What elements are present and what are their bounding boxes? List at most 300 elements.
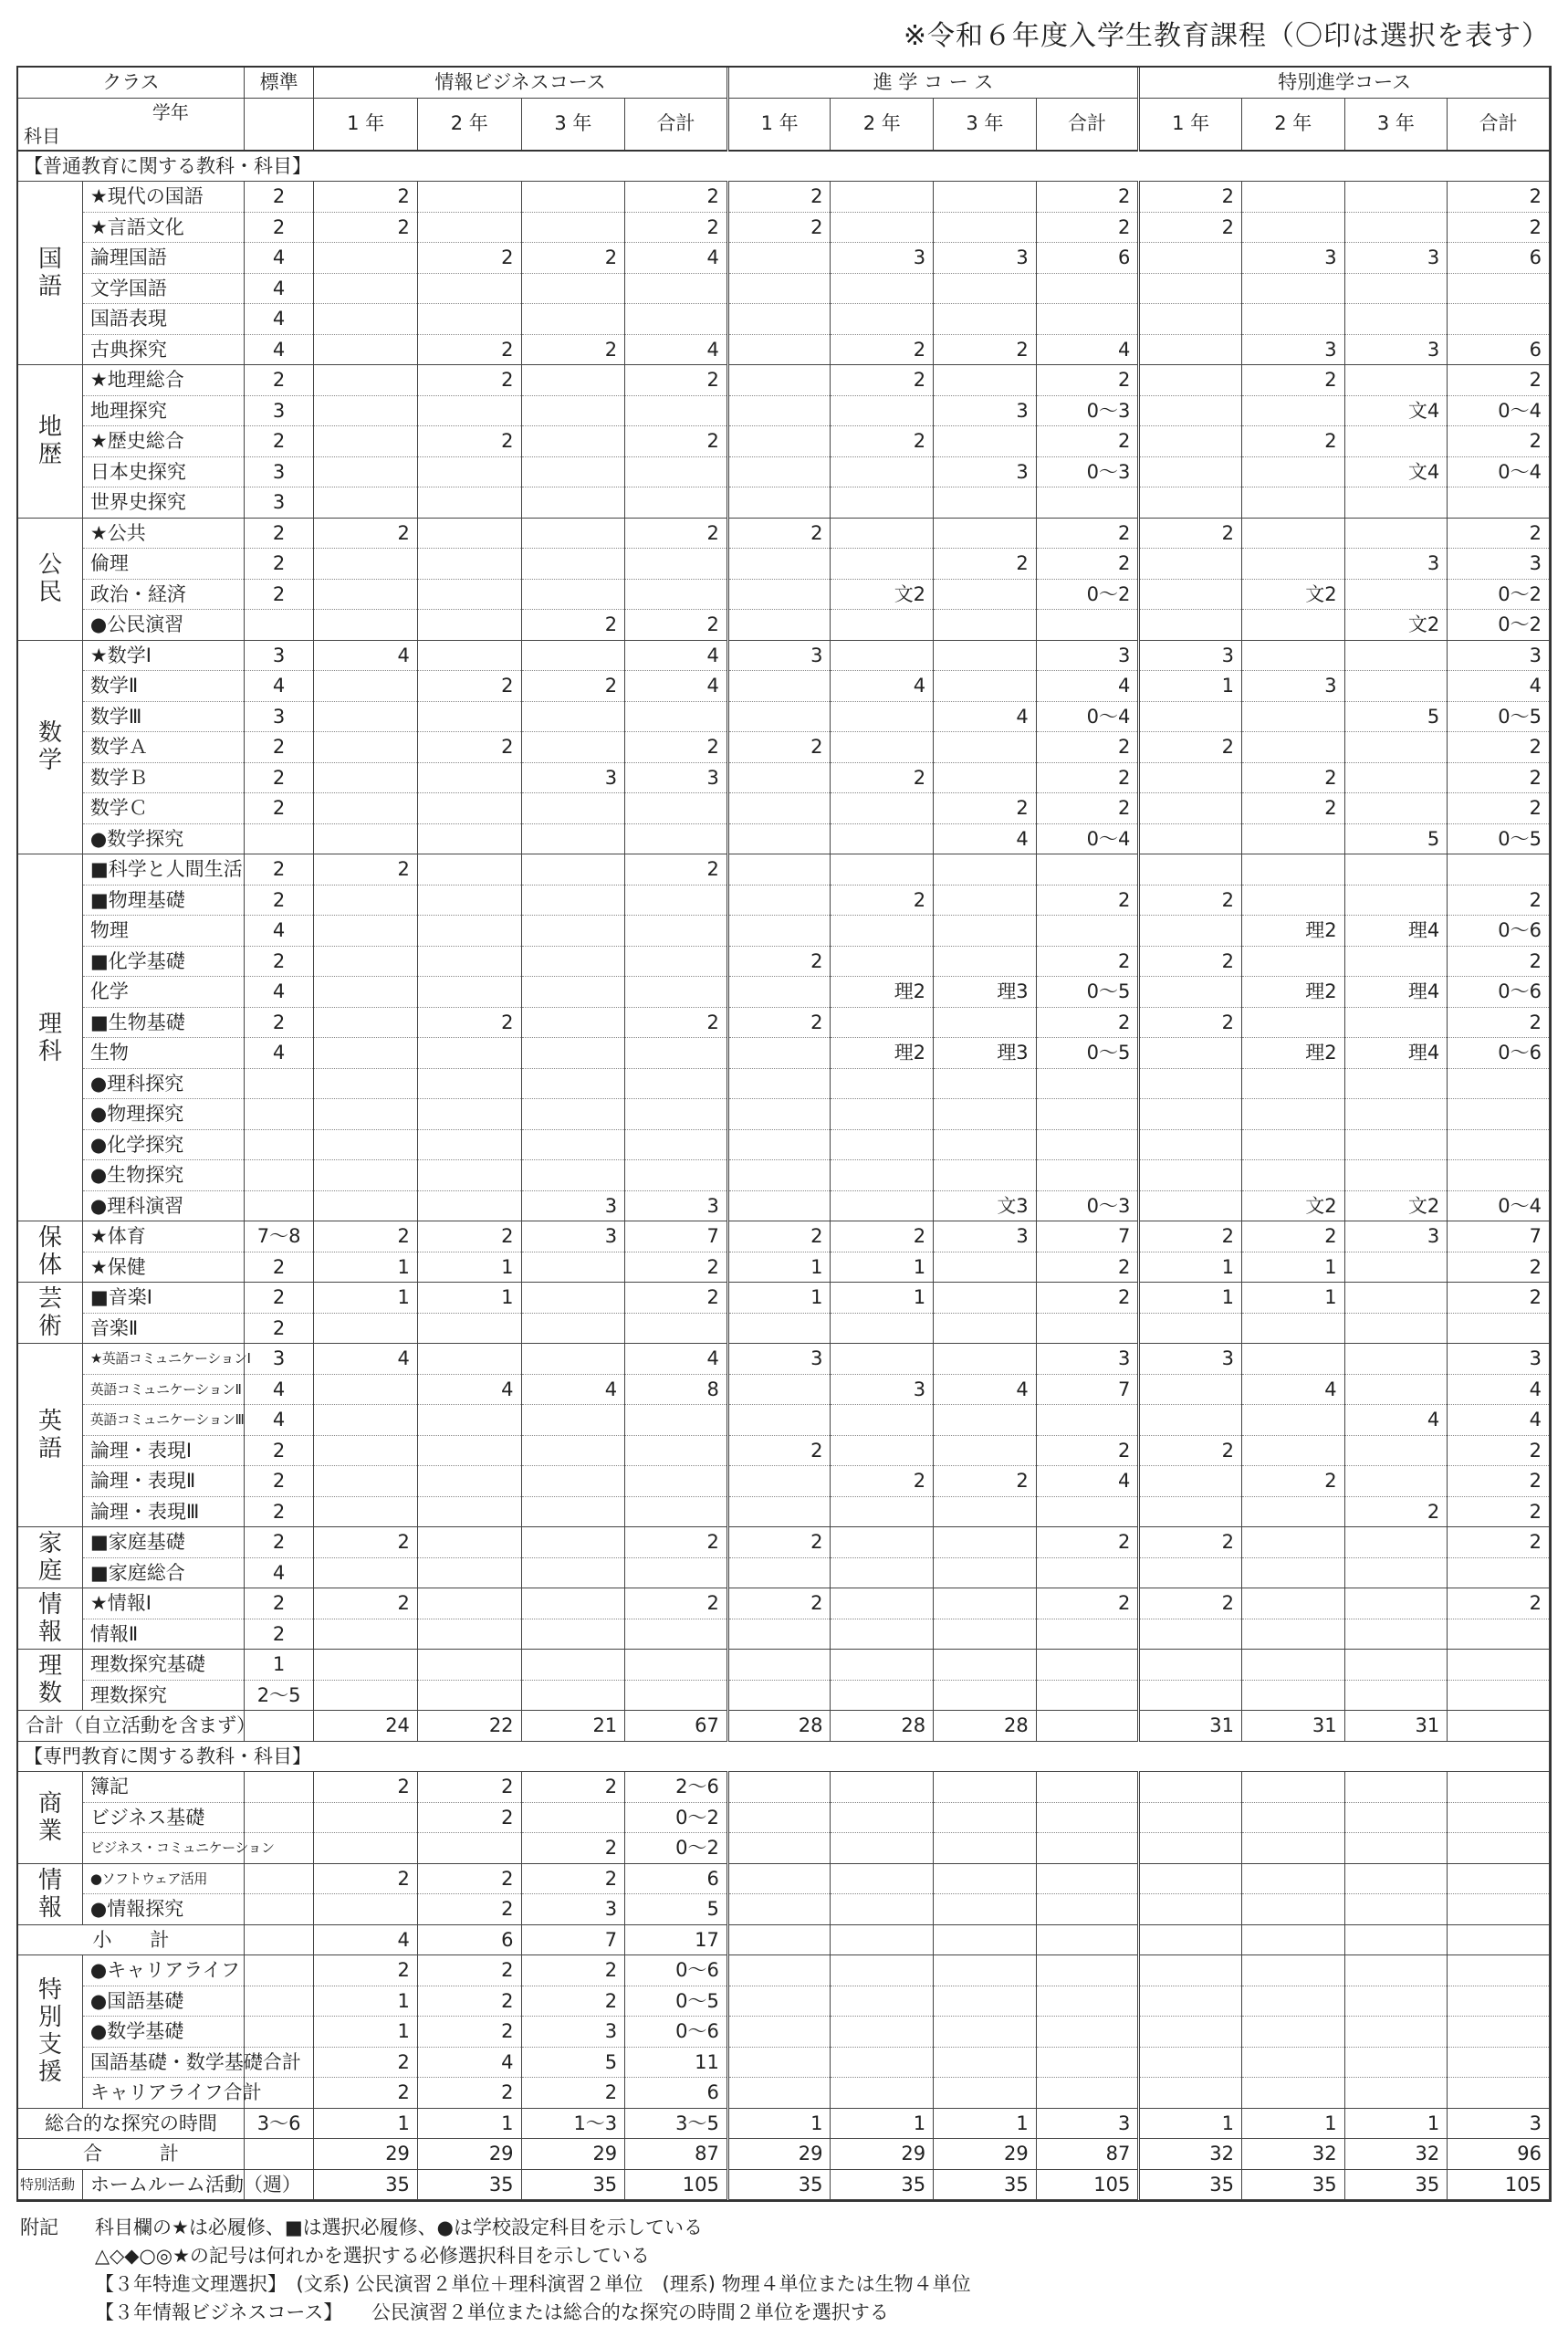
course-total-cell: 0～2 xyxy=(1036,579,1139,610)
course-total-cell xyxy=(1448,1129,1550,1160)
subject-row xyxy=(18,640,1550,671)
credit-cell xyxy=(831,793,934,824)
credit-cell xyxy=(314,793,418,824)
credit-cell xyxy=(1241,1833,1344,1864)
course-total-cell xyxy=(625,1405,728,1436)
credit-cell: 理3 xyxy=(934,977,1037,1008)
subject-row xyxy=(18,1038,1550,1069)
course-total-cell xyxy=(1036,1160,1139,1191)
credit-cell xyxy=(314,1650,418,1681)
course-total-cell: 6 xyxy=(1448,243,1550,274)
credit-cell xyxy=(417,1527,521,1558)
credit-cell xyxy=(727,977,831,1008)
notes-label: 附記 xyxy=(20,2216,58,2238)
course-total-cell: 0～4 xyxy=(1448,456,1550,487)
subject-row xyxy=(18,1374,1550,1405)
course-total-cell: 11 xyxy=(625,2047,728,2078)
course-total-cell: 0～3 xyxy=(1036,1190,1139,1221)
course-total-cell: 0～6 xyxy=(625,1955,728,1986)
credit-cell: 2 xyxy=(934,793,1037,824)
course-total-cell xyxy=(1036,304,1139,335)
course-total-cell: 2 xyxy=(625,1007,728,1038)
credit-cell xyxy=(1139,1680,1242,1711)
credit-cell xyxy=(1139,1313,1242,1344)
credit-cell xyxy=(727,456,831,487)
note-line: 科目欄の★は必履修、■は選択必履修、●は学校設定科目を示している xyxy=(95,2216,703,2238)
credit-cell: 2 xyxy=(831,1466,934,1497)
year-header: 合計 xyxy=(1448,98,1550,151)
credit-cell xyxy=(727,885,831,916)
credit-cell xyxy=(1241,395,1344,426)
credit-cell xyxy=(727,334,831,365)
credit-cell: 2 xyxy=(314,212,418,243)
course-total-cell xyxy=(1448,1986,1550,2017)
subject-row xyxy=(18,1588,1550,1619)
credit-cell xyxy=(727,1772,831,1803)
credit-cell xyxy=(314,1496,418,1527)
subject-name: 倫理 xyxy=(82,549,244,580)
credit-cell xyxy=(831,1619,934,1650)
credit-cell xyxy=(521,1007,625,1038)
subject-group: 家 庭 xyxy=(18,1527,82,1588)
standard-credits: 2 xyxy=(244,1435,313,1466)
credit-cell xyxy=(1139,793,1242,824)
course-total-cell xyxy=(1036,854,1139,886)
credit-cell xyxy=(1241,1405,1344,1436)
credit-cell xyxy=(1344,1588,1448,1619)
credit-cell xyxy=(1139,1924,1242,1955)
course-total-cell xyxy=(625,946,728,977)
credit-cell: 5 xyxy=(1344,823,1448,854)
subject-row xyxy=(18,1313,1550,1344)
credit-cell: 24 xyxy=(314,1711,418,1742)
standard-credits: 2 xyxy=(244,1619,313,1650)
credit-cell xyxy=(934,1496,1037,1527)
credit-cell xyxy=(1344,1557,1448,1588)
course-total-cell xyxy=(1036,1863,1139,1894)
credit-cell xyxy=(727,1802,831,1833)
credit-cell xyxy=(831,304,934,335)
credit-cell: 35 xyxy=(314,2169,418,2200)
course-total-cell: 2 xyxy=(1036,1527,1139,1558)
credit-cell xyxy=(727,916,831,947)
credit-cell xyxy=(934,1405,1037,1436)
section-title: 【普通教育に関する教科・科目】 xyxy=(18,151,1550,182)
subject-row xyxy=(18,793,1550,824)
course-total-cell: 2～6 xyxy=(625,1772,728,1803)
credit-cell: 3 xyxy=(934,456,1037,487)
credit-cell: 3 xyxy=(1344,549,1448,580)
credit-cell xyxy=(417,212,521,243)
course-total-cell xyxy=(1448,1802,1550,1833)
credit-cell: 2 xyxy=(727,1221,831,1252)
subject-name: ●数学基礎 xyxy=(82,2017,244,2048)
credit-cell xyxy=(1241,1129,1344,1160)
course-total-cell xyxy=(1036,1894,1139,1925)
credit-cell xyxy=(1139,823,1242,854)
course-total-cell xyxy=(625,579,728,610)
credit-cell xyxy=(934,1680,1037,1711)
course-total-cell: 4 xyxy=(625,640,728,671)
credit-cell: 4 xyxy=(314,1344,418,1375)
course-total-cell: 2 xyxy=(1448,1435,1550,1466)
credit-cell: 2 xyxy=(417,671,521,702)
course-total-cell xyxy=(1448,1955,1550,1986)
credit-cell xyxy=(1241,487,1344,519)
credit-cell xyxy=(934,1099,1037,1130)
course-total-cell: 2 xyxy=(1448,1588,1550,1619)
credit-cell: 1 xyxy=(314,2108,418,2139)
credit-cell xyxy=(934,1833,1037,1864)
credit-cell: 2 xyxy=(521,243,625,274)
credit-cell: 1 xyxy=(417,1283,521,1314)
credit-cell xyxy=(314,395,418,426)
credit-cell xyxy=(417,1466,521,1497)
credit-cell xyxy=(417,823,521,854)
standard-credits: 3～6 xyxy=(244,2108,313,2139)
credit-cell: 1 xyxy=(314,1986,418,2017)
course-total-cell xyxy=(625,1129,728,1160)
credit-cell: 2 xyxy=(521,1772,625,1803)
credit-cell xyxy=(727,1557,831,1588)
course-total-cell: 0～4 xyxy=(1036,701,1139,732)
grade-label: 学年 xyxy=(152,100,189,123)
credit-cell xyxy=(727,1833,831,1864)
course-total-cell: 2 xyxy=(1036,182,1139,213)
credit-cell xyxy=(1139,1986,1242,2017)
subject-row xyxy=(18,334,1550,365)
credit-cell: 2 xyxy=(1241,762,1344,793)
credit-cell xyxy=(934,916,1037,947)
credit-cell: 2 xyxy=(521,610,625,641)
credit-cell xyxy=(1344,304,1448,335)
subject-name: 文学国語 xyxy=(82,273,244,304)
subject-row xyxy=(18,762,1550,793)
course-total-cell: 0～5 xyxy=(1036,977,1139,1008)
course-total-cell: 2 xyxy=(625,1252,728,1283)
credit-cell xyxy=(521,885,625,916)
course-total-cell: 105 xyxy=(625,2169,728,2200)
course-total-cell xyxy=(1448,1557,1550,1588)
credit-cell xyxy=(417,1160,521,1191)
course-header-advance: 進 学 コ ー ス xyxy=(727,68,1139,98)
credit-cell: 32 xyxy=(1344,2139,1448,2170)
credit-cell xyxy=(521,1099,625,1130)
credit-cell xyxy=(417,1435,521,1466)
total-name: 総合的な探究の時間 xyxy=(18,2108,244,2139)
credit-cell xyxy=(934,212,1037,243)
credit-cell xyxy=(314,1038,418,1069)
subject-row xyxy=(18,1466,1550,1497)
credit-cell xyxy=(831,610,934,641)
credit-cell xyxy=(314,1129,418,1160)
subject-row xyxy=(18,1772,1550,1803)
credit-cell: 3 xyxy=(1344,1221,1448,1252)
total-name: ホームルーム活動（週） xyxy=(82,2169,244,2200)
note-line: △◇◆○◎★の記号は何れかを選択する必修選択科目を示している xyxy=(95,2245,650,2267)
credit-cell xyxy=(314,1190,418,1221)
course-total-cell: 0～4 xyxy=(1448,395,1550,426)
subject-name: 数学Ａ xyxy=(82,732,244,763)
course-total-cell xyxy=(1036,1802,1139,1833)
standard-credits: 2 xyxy=(244,549,313,580)
course-total-cell xyxy=(1036,1680,1139,1711)
credit-cell xyxy=(314,1068,418,1099)
credit-cell: 3 xyxy=(1344,334,1448,365)
subject-name: ■化学基礎 xyxy=(82,946,244,977)
credit-cell xyxy=(1344,1435,1448,1466)
course-total-cell: 17 xyxy=(625,1924,728,1955)
standard-credits xyxy=(244,1863,313,1894)
standard-credits: 7～8 xyxy=(244,1221,313,1252)
credit-cell xyxy=(727,671,831,702)
credit-cell xyxy=(831,1129,934,1160)
credit-cell xyxy=(1344,885,1448,916)
credit-cell xyxy=(1344,1894,1448,1925)
notes xyxy=(20,2214,971,2327)
subject-row xyxy=(18,1007,1550,1038)
standard-header: 標準 xyxy=(244,68,313,98)
credit-cell xyxy=(727,1129,831,1160)
credit-cell xyxy=(314,1160,418,1191)
credit-cell xyxy=(934,732,1037,763)
credit-cell xyxy=(934,1344,1037,1375)
credit-cell xyxy=(1241,1344,1344,1375)
credit-cell xyxy=(314,732,418,763)
credit-cell: 3 xyxy=(727,640,831,671)
total-row xyxy=(18,1711,1550,1742)
credit-cell xyxy=(1139,916,1242,947)
credit-cell: 1 xyxy=(1139,671,1242,702)
standard-credits xyxy=(244,823,313,854)
credit-cell: 2 xyxy=(417,1007,521,1038)
course-total-cell: 4 xyxy=(1036,334,1139,365)
course-total-cell xyxy=(625,1313,728,1344)
credit-cell xyxy=(417,518,521,549)
credit-cell xyxy=(314,456,418,487)
credit-cell xyxy=(727,823,831,854)
credit-cell xyxy=(727,762,831,793)
credit-cell: 2 xyxy=(417,426,521,457)
course-total-cell xyxy=(1448,1833,1550,1864)
credit-cell xyxy=(417,579,521,610)
credit-cell xyxy=(521,1680,625,1711)
credit-cell xyxy=(521,823,625,854)
credit-cell xyxy=(831,1894,934,1925)
standard-credits: 2 xyxy=(244,212,313,243)
course-total-cell: 4 xyxy=(625,334,728,365)
subject-row xyxy=(18,1435,1550,1466)
credit-cell xyxy=(1241,1924,1344,1955)
credit-cell xyxy=(831,456,934,487)
credit-cell: 28 xyxy=(727,1711,831,1742)
subject-row xyxy=(18,426,1550,457)
credit-cell: 2 xyxy=(314,2047,418,2078)
standard-credits xyxy=(244,1160,313,1191)
credit-cell xyxy=(417,1344,521,1375)
subject-row xyxy=(18,701,1550,732)
credit-cell: 29 xyxy=(521,2139,625,2170)
course-total-cell: 2 xyxy=(1448,946,1550,977)
header-row-years xyxy=(18,98,1550,151)
subject-row xyxy=(18,579,1550,610)
credit-cell: 4 xyxy=(1344,1405,1448,1436)
credit-cell: 1 xyxy=(1241,2108,1344,2139)
credit-cell xyxy=(934,518,1037,549)
subject-row xyxy=(18,1405,1550,1436)
course-total-cell: 6 xyxy=(1036,243,1139,274)
credit-cell xyxy=(727,701,831,732)
subject-row xyxy=(18,1680,1550,1711)
credit-cell xyxy=(1139,549,1242,580)
subject-name: ビジネス基礎 xyxy=(82,1802,244,1833)
class-header: クラス xyxy=(18,68,244,98)
credit-cell: 1 xyxy=(1139,2108,1242,2139)
standard-credits: 2 xyxy=(244,1527,313,1558)
credit-cell: 2 xyxy=(1241,1221,1344,1252)
credit-cell xyxy=(1241,1863,1344,1894)
subject-row xyxy=(18,1190,1550,1221)
subject-group: 情 報 xyxy=(18,1588,82,1650)
credit-cell xyxy=(831,1680,934,1711)
subject-row xyxy=(18,1650,1550,1681)
credit-cell: 理4 xyxy=(1344,1038,1448,1069)
credit-cell xyxy=(1241,304,1344,335)
credit-cell xyxy=(417,1588,521,1619)
standard-credits: 4 xyxy=(244,304,313,335)
credit-cell xyxy=(934,1650,1037,1681)
credit-cell xyxy=(1344,1374,1448,1405)
credit-cell xyxy=(727,1190,831,1221)
subject-row xyxy=(18,456,1550,487)
total-name: 小 計 xyxy=(18,1924,244,1955)
credit-cell xyxy=(1139,1557,1242,1588)
credit-cell xyxy=(831,1313,934,1344)
course-total-cell xyxy=(1036,1313,1139,1344)
credit-cell: 文4 xyxy=(1344,456,1448,487)
course-total-cell xyxy=(1036,1496,1139,1527)
course-total-cell xyxy=(1036,1833,1139,1864)
credit-cell xyxy=(1241,610,1344,641)
credit-cell: 2 xyxy=(1139,732,1242,763)
credit-cell xyxy=(521,1129,625,1160)
credit-cell: 3 xyxy=(521,1221,625,1252)
credit-cell xyxy=(1344,1527,1448,1558)
course-total-cell: 3 xyxy=(625,762,728,793)
credit-cell xyxy=(1139,701,1242,732)
credit-cell xyxy=(934,1068,1037,1099)
credit-cell: 1 xyxy=(1241,1252,1344,1283)
subject-row xyxy=(18,1160,1550,1191)
course-total-cell: 2 xyxy=(1036,1435,1139,1466)
course-total-cell: 2 xyxy=(1036,732,1139,763)
subject-row xyxy=(18,549,1550,580)
credit-cell xyxy=(934,1283,1037,1314)
credit-cell xyxy=(417,610,521,641)
course-total-cell: 2 xyxy=(1448,732,1550,763)
credit-cell xyxy=(1344,1099,1448,1130)
course-total-cell: 2 xyxy=(1036,365,1139,396)
course-total-cell xyxy=(625,1557,728,1588)
credit-cell xyxy=(521,304,625,335)
credit-cell: 32 xyxy=(1241,2139,1344,2170)
credit-cell xyxy=(417,885,521,916)
credit-cell: 21 xyxy=(521,1711,625,1742)
credit-cell xyxy=(1241,2047,1344,2078)
credit-cell: 3 xyxy=(1241,671,1344,702)
subject-name: 物理 xyxy=(82,916,244,947)
credit-cell xyxy=(727,1405,831,1436)
course-total-cell: 3 xyxy=(1448,640,1550,671)
credit-cell: 1 xyxy=(314,1283,418,1314)
credit-cell: 理2 xyxy=(1241,916,1344,947)
subject-name: 理数探究基礎 xyxy=(82,1650,244,1681)
credit-cell xyxy=(1139,1190,1242,1221)
credit-cell: 2 xyxy=(1139,885,1242,916)
credit-cell: 3 xyxy=(934,243,1037,274)
credit-cell xyxy=(831,1099,934,1130)
standard-credits xyxy=(244,1802,313,1833)
course-total-cell xyxy=(625,304,728,335)
credit-cell xyxy=(934,671,1037,702)
credit-cell: 2 xyxy=(314,1588,418,1619)
subject-name: ★歴史総合 xyxy=(82,426,244,457)
standard-credits: 2 xyxy=(244,762,313,793)
standard-credits xyxy=(244,610,313,641)
credit-cell xyxy=(1139,1374,1242,1405)
credit-cell xyxy=(521,487,625,519)
credit-cell xyxy=(521,426,625,457)
course-total-cell: 0～2 xyxy=(625,1833,728,1864)
standard-credits: 2 xyxy=(244,518,313,549)
credit-cell xyxy=(521,916,625,947)
credit-cell xyxy=(417,946,521,977)
course-header-business: 情報ビジネスコース xyxy=(314,68,728,98)
subject-name: ■家庭総合 xyxy=(82,1557,244,1588)
credit-cell xyxy=(1241,1068,1344,1099)
credit-cell: 1 xyxy=(314,2017,418,2048)
course-total-cell: 2 xyxy=(1448,518,1550,549)
credit-cell xyxy=(934,2078,1037,2109)
course-total-cell xyxy=(625,1038,728,1069)
credit-cell: 1 xyxy=(1139,1283,1242,1314)
course-total-cell xyxy=(1036,1772,1139,1803)
credit-cell: 2 xyxy=(314,1955,418,1986)
subject-name: ●理科演習 xyxy=(82,1190,244,1221)
credit-cell xyxy=(314,1007,418,1038)
credit-cell xyxy=(314,1680,418,1711)
course-total-cell: 3 xyxy=(1036,2108,1139,2139)
credit-cell xyxy=(1344,1007,1448,1038)
course-total-cell xyxy=(625,916,728,947)
subject-row xyxy=(18,1833,1550,1864)
subject-name: ●生物探究 xyxy=(82,1160,244,1191)
credit-cell: 35 xyxy=(1139,2169,1242,2200)
credit-cell xyxy=(831,182,934,213)
subject-name: ●物理探究 xyxy=(82,1099,244,1130)
credit-cell xyxy=(727,1986,831,2017)
credit-cell: 2 xyxy=(417,1221,521,1252)
credit-cell xyxy=(417,640,521,671)
course-total-cell: 2 xyxy=(625,854,728,886)
credit-cell: 2 xyxy=(727,732,831,763)
course-total-cell: 0～3 xyxy=(1036,456,1139,487)
subject-group: 特 別 支 援 xyxy=(18,1955,82,2109)
credit-cell xyxy=(934,182,1037,213)
credit-cell: 3 xyxy=(1241,243,1344,274)
credit-cell: 文2 xyxy=(1344,1190,1448,1221)
credit-cell xyxy=(831,1863,934,1894)
